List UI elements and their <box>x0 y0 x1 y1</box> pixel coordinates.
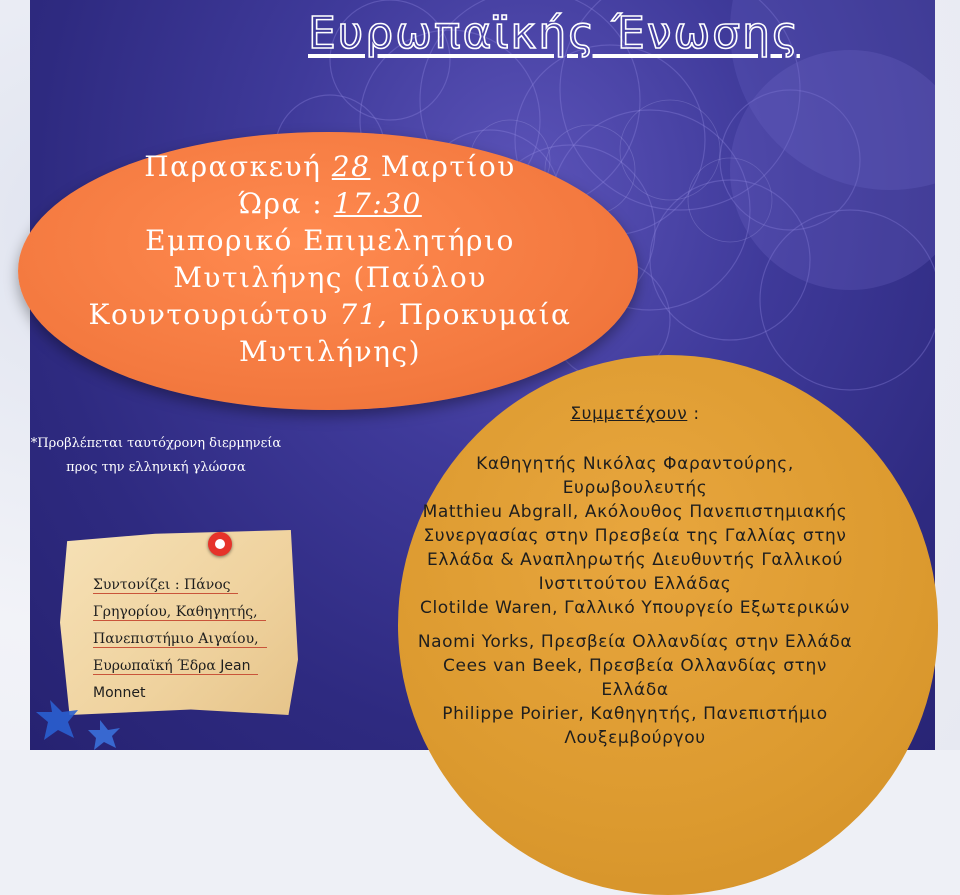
participant-line: Cees van Beek, Πρεσβεία Ολλανδίας στην <box>443 656 827 676</box>
event-day-name: Παρασκευή <box>144 150 322 183</box>
star-decoration-icon <box>30 660 150 750</box>
event-time-label: Ώρα : <box>238 187 324 220</box>
event-details <box>40 148 620 370</box>
event-month: Μαρτίου <box>380 150 516 183</box>
event-venue-line-2: Μυτιλήνης (Παύλου <box>173 261 487 294</box>
event-venue-line-1: Εμπορικό Επιμελητήριο <box>145 224 515 257</box>
event-venue-line-3 <box>40 296 620 333</box>
event-venue-line-4: Μυτιλήνης) <box>238 335 422 368</box>
participant-line: Naomi Yorks, Πρεσβεία Ολλανδίας στην Ελλάδα <box>417 632 853 652</box>
participants-heading-colon: : <box>687 404 700 424</box>
event-venue-area: Προκυμαία <box>398 298 572 331</box>
participant-line: Ελλάδα <box>601 680 669 700</box>
coordinator-line-5: Monnet <box>93 685 146 701</box>
coordinator-line-2: Γρηγορίου, Καθηγητής, <box>93 604 266 621</box>
participants-group-1 <box>365 452 905 620</box>
coordinator-line-4-name: Jean <box>215 658 251 674</box>
event-venue-street: Κουντουριώτου <box>88 298 329 331</box>
participant-line: Ελλάδα & Αναπληρωτής Διευθυντής Γαλλικού <box>427 550 843 570</box>
participant-line: Ευρωβουλευτής <box>562 478 708 498</box>
pushpin-icon <box>208 532 232 556</box>
coordinator-line-1: Συντονίζει : Πάνος <box>93 577 238 594</box>
event-time <box>40 185 620 222</box>
participants-list <box>365 402 905 750</box>
participant-line: Clotilde Waren, Γαλλικό Υπουργείο Εξωτερικών <box>420 598 850 618</box>
participant-line: Καθηγητής Νικόλας Φαραντούρης, <box>476 454 794 474</box>
event-day-number: 28 <box>331 150 371 183</box>
interpretation-note-line-2: προς την ελληνική γλώσσα <box>66 460 246 475</box>
participant-line: Λουξεμβούργου <box>564 728 706 748</box>
participant-line: Συνεργασίας στην Πρεσβεία της Γαλλίας στην <box>423 526 847 546</box>
participant-line: Philippe Poirier, Καθηγητής, Πανεπιστήμιο <box>442 704 828 724</box>
event-venue-number: 71, <box>339 298 389 331</box>
participants-heading <box>365 402 905 426</box>
event-date <box>40 148 620 185</box>
coordinator-line-4: Ευρωπαϊκή Έδρα <box>93 658 216 674</box>
participants-heading-text: Συμμετέχουν <box>570 404 688 424</box>
interpretation-note <box>6 432 306 480</box>
participants-group-2 <box>365 630 905 750</box>
participant-line: Matthieu Abgrall, Ακόλουθος Πανεπιστημιακής <box>422 502 848 522</box>
participant-line: Ινστιτούτου Ελλάδας <box>538 574 732 594</box>
coordinator-line-3: Πανεπιστήμιο Αιγαίου, <box>93 631 267 648</box>
event-time-value: 17:30 <box>333 187 422 220</box>
interpretation-note-line-1: *Προβλέπεται ταυτόχρονη διερμηνεία <box>30 436 282 451</box>
poster-title: Ευρωπαϊκής Ένωσης <box>308 8 800 59</box>
